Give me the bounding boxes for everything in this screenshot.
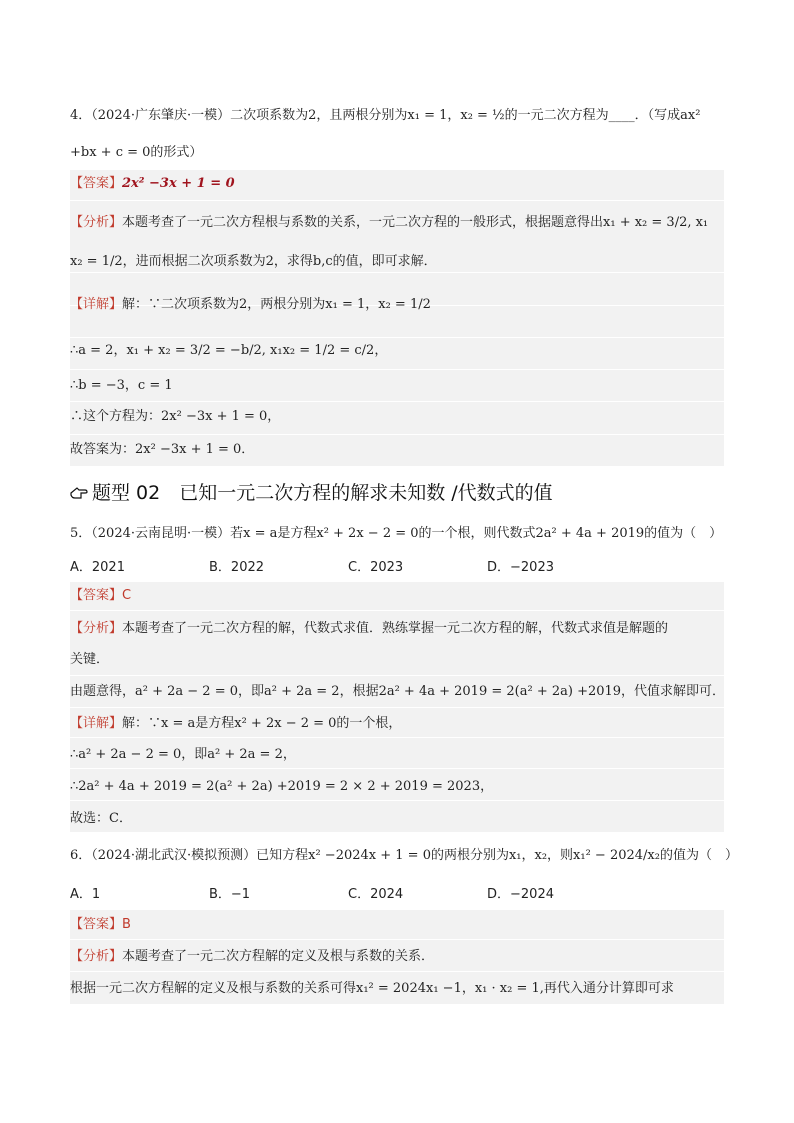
q4-stem-line1: 4．（2024·广东肇庆·一模）二次项系数为2，且两根分别为x₁ = 1，x₂ = ½的一元二次方程为____．（写成ax² <box>70 108 701 123</box>
q5-answer-value: C <box>122 588 132 603</box>
q5-option-c: C．2023 <box>348 560 404 575</box>
q5-answer <box>70 586 131 606</box>
answer-tag: 【答案】 <box>70 917 123 932</box>
q5-detail-text1: 解：∵x = a是方程x² + 2x − 2 = 0的一个根， <box>122 716 402 731</box>
q5-analysis-line3: 由题意得，a² + 2a − 2 = 0，即a² + 2a = 2，根据2a² + 4a + 2019 = 2(a² + 2a) +2019，代值求解即可． <box>70 684 726 699</box>
q4-analysis-text1: 本题考查了一元二次方程根与系数的关系，一元二次方程的一般形式，根据题意得出x₁ + x₂ = 3/2, x₁ <box>122 215 709 230</box>
q4-answer <box>70 174 235 194</box>
q4-detail-line1 <box>70 295 431 315</box>
q5-detail-line1 <box>70 714 401 734</box>
q4-detail-line2: ∴a = 2，x₁ + x₂ = 3/2 = −b/2, x₁x₂ = 1/2 = c/2， <box>70 343 388 358</box>
q4-stem-line2: +bx + c = 0的形式） <box>70 145 203 160</box>
q6-option-c: C．2024 <box>348 887 404 902</box>
q5-option-a: A．2021 <box>70 560 125 575</box>
q6-answer-value: B <box>122 917 131 932</box>
q4-answer-value: 2x² −3x + 1 = 0 <box>122 176 235 191</box>
q5-options <box>70 556 626 575</box>
q5-option-b: B．2022 <box>209 560 265 575</box>
q6-option-d: D．−2024 <box>487 887 554 902</box>
q5-option-d: D．−2023 <box>487 560 554 575</box>
q5-analysis-text1: 本题考查了一元二次方程的解，代数式求值．熟练掌握一元二次方程的解，代数式求值是解题的 <box>122 621 669 636</box>
answer-tag: 【答案】 <box>70 588 123 603</box>
detail-tag: 【详解】 <box>70 297 123 312</box>
section-title <box>70 478 553 505</box>
q6-option-b: B．−1 <box>209 887 251 902</box>
q6-stem: 6．（2024·湖北武汉·模拟预测）已知方程x² −2024x + 1 = 0的两根分别为x₁，x₂，则x₁² − 2024/x₂的值为（ ） <box>70 848 738 863</box>
q5-analysis-line2: 关键． <box>70 652 110 667</box>
pointing-hand-icon <box>70 486 88 500</box>
q5-stem: 5．（2024·云南昆明·一模）若x = a是方程x² + 2x − 2 = 0的一个根，则代数式2a² + 4a + 2019的值为（ ） <box>70 526 723 541</box>
q4-detail-line4: ∴这个方程为：2x² −3x + 1 = 0， <box>70 409 281 424</box>
q6-analysis-text1: 本题考查了一元二次方程解的定义及根与系数的关系． <box>122 949 435 964</box>
detail-tag: 【详解】 <box>70 716 123 731</box>
section-title-text: 题型 02 已知一元二次方程的解求未知数 /代数式的值 <box>92 482 553 504</box>
q5-detail-line2: ∴a² + 2a − 2 = 0，即a² + 2a = 2， <box>70 747 296 762</box>
q6-option-a: A．1 <box>70 887 101 902</box>
analysis-tag: 【分析】 <box>70 215 123 230</box>
q6-analysis-line1 <box>70 947 434 967</box>
analysis-tag: 【分析】 <box>70 949 123 964</box>
q4-detail-line5: 故答案为：2x² −3x + 1 = 0． <box>70 442 255 457</box>
q5-analysis-line1 <box>70 619 668 639</box>
q6-options <box>70 883 626 902</box>
q5-detail-line4: 故选：C． <box>70 811 132 826</box>
q4-detail-line3: ∴b = −3，c = 1 <box>70 378 173 393</box>
q4-detail-text1: 解：∵二次项系数为2，两根分别为x₁ = 1，x₂ = 1/2 <box>122 297 431 312</box>
q5-detail-line3: ∴2a² + 4a + 2019 = 2(a² + 2a) +2019 = 2 × 2 + 2019 = 2023， <box>70 779 494 794</box>
q4-analysis-line1 <box>70 213 708 233</box>
q6-analysis-line2: 根据一元二次方程解的定义及根与系数的关系可得x₁² = 2024x₁ −1，x₁ · x₂ = 1,再代入通分计算即可求 <box>70 981 674 996</box>
q4-analysis-line2: x₂ = 1/2，进而根据二次项系数为2，求得b,c的值，即可求解． <box>70 254 437 269</box>
q6-answer <box>70 915 131 935</box>
analysis-tag: 【分析】 <box>70 621 123 636</box>
answer-tag: 【答案】 <box>70 176 123 191</box>
